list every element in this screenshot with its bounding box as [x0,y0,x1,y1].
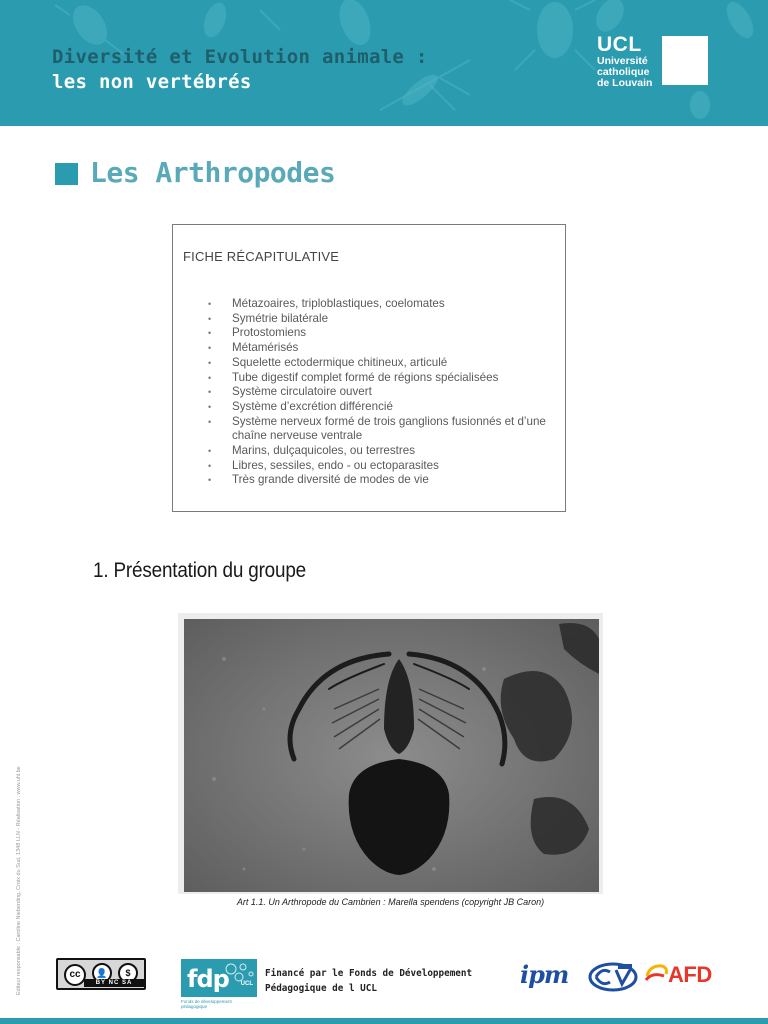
list-item [208,326,553,341]
bullet: • [208,416,212,427]
list-item [208,400,553,415]
ucl-line-2: catholique [597,66,650,78]
funded-line-1: Financé par le Fonds de Développement [265,968,473,979]
cv-logo-icon[interactable] [588,962,638,992]
bullet: • [208,446,212,457]
ucl-name: UCL [597,33,642,56]
bullet: • [208,372,212,383]
list-item-text: Métazoaires, triploblastiques, coelomates [232,297,445,310]
list-item-text: Système d’excrétion différencié [232,399,393,413]
list-item [208,415,553,444]
ucl-logo-square [662,36,708,85]
ucl-logo[interactable] [597,34,652,89]
side-credit-text: Editeur responsable : Caroline Nieberding, Croix du Sud, 1348 LLN - Réalisation : www.uhl.be [16,766,22,995]
list-item-text: Squelette ectodermique chitineux, articulé [232,355,448,369]
funded-line-2: Pédagogique de l UCL [265,983,377,994]
summary-list [208,297,553,488]
bullet: • [208,475,212,486]
summary-heading: FICHE RÉCAPITULATIVE [183,249,340,264]
list-item-text: Symétrie bilatérale [232,311,329,325]
summary-box [172,224,566,512]
list-item [208,341,553,356]
cc-label: cc [64,964,86,986]
nc-icon: $ [118,963,138,983]
by-icon: 👤 [92,963,112,983]
list-item-text: Tube digestif complet formé de régions spécialisées [232,370,499,384]
list-item-text: Très grande diversité de modes de vie [232,473,429,487]
cc-strip: BY NC SA [84,979,144,987]
list-item-text: Marins, dulçaquicoles, ou terrestres [232,444,416,458]
list-item [208,297,553,312]
section-marker [55,163,78,185]
bullet: • [208,460,212,471]
list-item [208,371,553,386]
list-item [208,356,553,371]
list-item [208,444,553,459]
list-item-text: Système nerveux formé de trois ganglions fusionnés et d’une chaîne nerveuse ventrale [232,414,546,443]
ucl-line-1: Université [597,55,648,67]
list-item-text: Libres, sessiles, endo - ou ectoparasites [232,458,439,472]
banner-subtitle: les non vertébrés [52,71,252,93]
bottom-bar [0,1018,768,1024]
bullet: • [208,401,212,412]
ipm-logo[interactable]: ipm [520,960,569,989]
list-item-text: Système circulatoire ouvert [232,385,372,399]
presentation-heading: 1. Présentation du groupe [93,559,307,582]
fdp-logo[interactable] [181,959,257,1009]
image-caption: Art 1.1. Un Arthropode du Cambrien : Marella spendens (copyright JB Caron) [236,897,545,907]
bullet: • [208,328,212,339]
bullet: • [208,357,212,368]
bullet: • [208,387,212,398]
bullet: • [208,313,212,324]
list-item-text: Métamérisés [232,341,299,355]
fdp-text: fdp [187,965,229,993]
afd-logo[interactable]: AFD [668,962,712,987]
list-item [208,385,553,400]
list-item [208,312,553,327]
creative-commons-icon[interactable] [56,958,146,990]
funded-by-text [265,966,505,996]
bullet: • [208,343,212,354]
list-item [208,459,553,474]
ucl-line-3: de Louvain [597,77,653,89]
afd-swirl-icon [644,962,670,986]
list-item-text: Protostomiens [232,326,307,340]
fdp-ucl: UCL [240,981,253,987]
header-banner [0,0,768,126]
fossil-image [184,619,599,892]
section-title: Les Arthropodes [90,156,336,189]
bullet: • [208,299,212,309]
banner-title: Diversité et Evolution animale : [52,46,428,68]
list-item [208,473,553,488]
fdp-subtitle: Fonds de développement pédagogique [181,997,257,1009]
fossil-image-frame [178,613,603,894]
